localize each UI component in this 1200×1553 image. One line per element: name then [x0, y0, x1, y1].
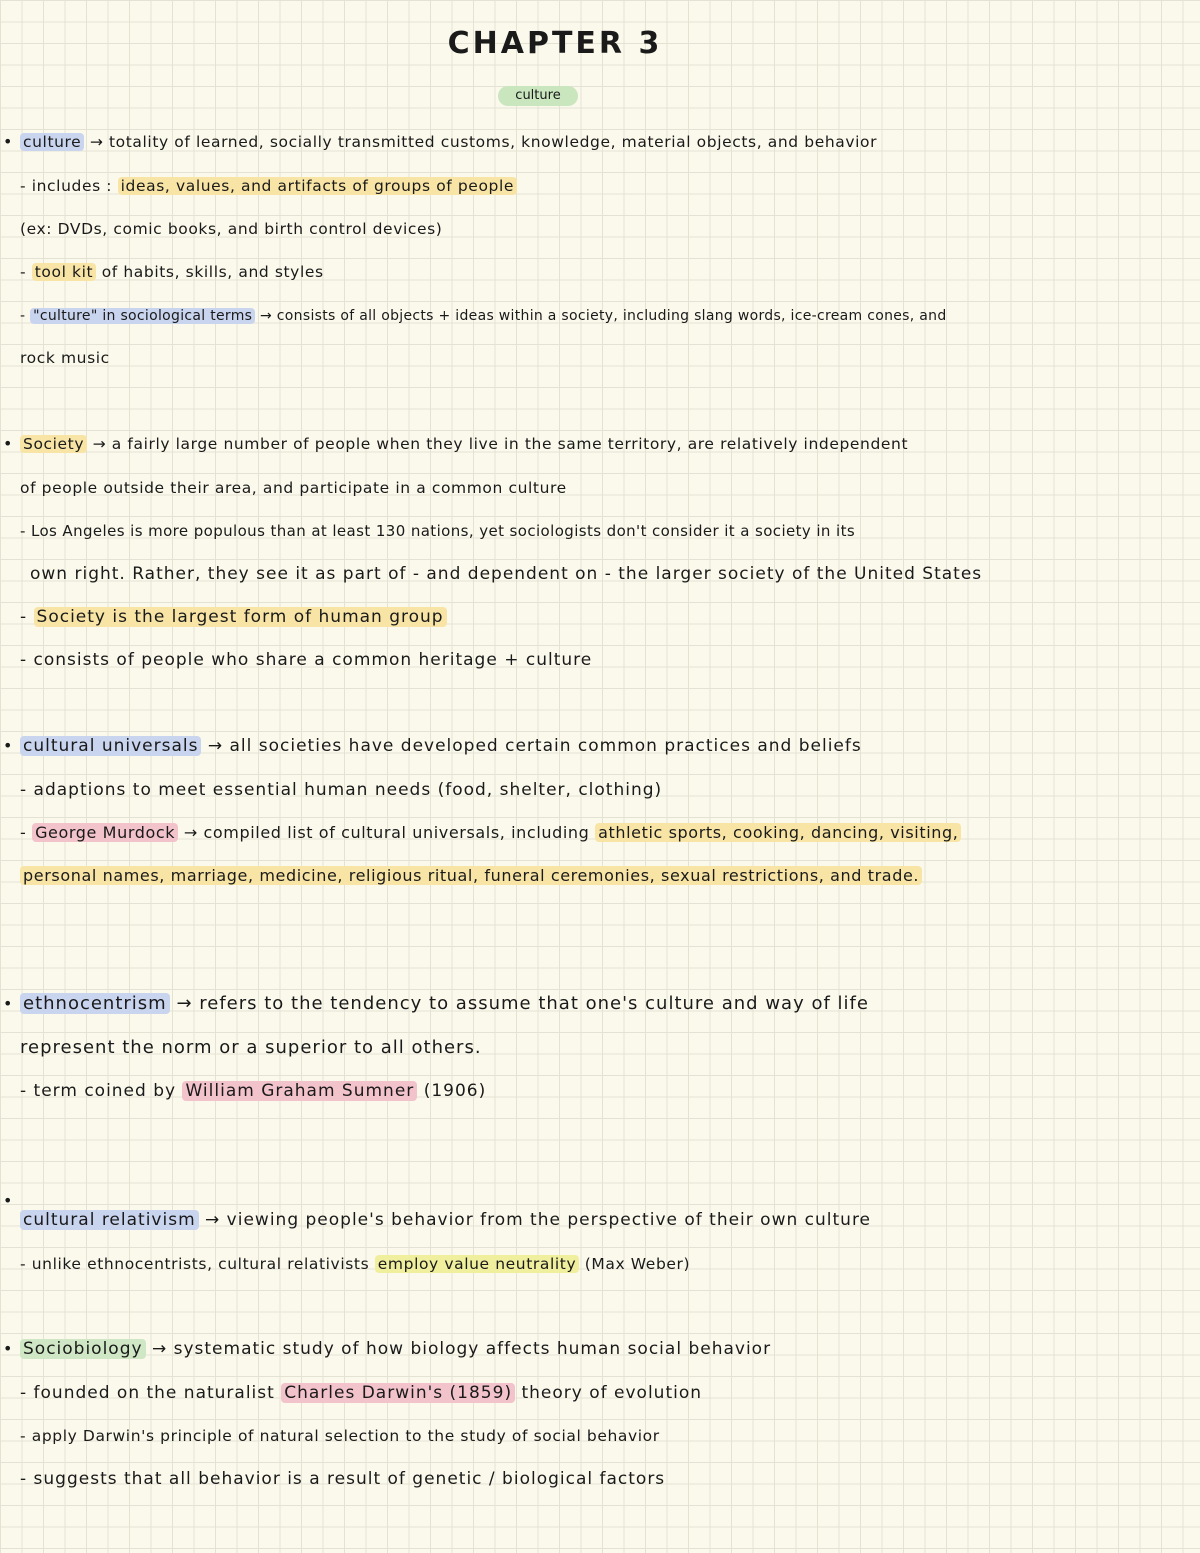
culture-def-text: → totality of learned, socially transmitted customs, knowledge, material objects, and behavior — [89, 133, 878, 151]
ethnocentrism-def-text: → refers to the tendency to assume that one's culture and way of life — [176, 993, 869, 1014]
founded-text: - founded on the naturalist — [20, 1383, 275, 1403]
george-murdock-line — [20, 822, 961, 844]
universals-list-highlight: athletic sports, cooking, dancing, visiting, — [595, 823, 961, 842]
los-angeles-line: - Los Angeles is more populous than at least 130 nations, yet sociologists don't consider it a society in its — [20, 522, 856, 540]
universals-list-cont-highlight: personal names, marriage, medicine, religious ritual, funeral ceremonies, sexual restrictions, and trade. — [20, 866, 922, 885]
sociobiology-definition — [20, 1338, 771, 1360]
tool-kit-line — [20, 261, 324, 283]
george-murdock-highlight: George Murdock — [32, 823, 178, 842]
consists-line: - consists of people who share a common heritage + culture — [20, 650, 593, 670]
society-definition-cont: of people outside their area, and participate in a common culture — [20, 479, 567, 497]
society-def-text: → a fairly large number of people when they live in the same territory, are relatively independent — [92, 435, 909, 453]
includes-label: - includes : — [20, 177, 113, 195]
term-coined-text: - term coined by — [20, 1081, 177, 1101]
sociological-terms-cont: rock music — [20, 349, 110, 367]
cultural-relativism-definition — [20, 1209, 871, 1231]
dash: - — [20, 263, 27, 281]
term-ethnocentrism: ethnocentrism — [20, 993, 170, 1014]
sociological-terms-line — [20, 305, 947, 327]
george-murdock-text: → compiled list of cultural universals, including — [183, 823, 590, 842]
suggests-line: - suggests that all behavior is a result of genetic / biological factors — [20, 1469, 666, 1489]
value-neutrality-highlight: employ value neutrality — [375, 1255, 579, 1273]
term-society: Society — [20, 435, 87, 453]
bullet: • — [3, 434, 13, 453]
dash: - — [20, 308, 26, 324]
max-weber: (Max Weber) — [584, 1255, 691, 1273]
dash: - — [20, 823, 27, 842]
largest-group-line — [20, 606, 447, 628]
term-cultural-universals: cultural universals — [20, 736, 201, 756]
bullet: • — [3, 1339, 13, 1358]
largest-group-highlight: Society is the largest form of human group — [34, 607, 447, 627]
unlike-line — [20, 1253, 690, 1275]
sumner-highlight: William Graham Sumner — [182, 1081, 417, 1101]
sociological-terms-text: → consists of all objects + ideas within a society, including slang words, ice-cream cones, and — [260, 308, 947, 324]
society-definition — [20, 433, 908, 455]
ethnocentrism-cont: represent the norm or a superior to all others. — [20, 1037, 482, 1058]
tool-kit-text: of habits, skills, and styles — [101, 263, 324, 281]
sumner-year: (1906) — [423, 1081, 487, 1101]
term-cultural-relativism: cultural relativism — [20, 1210, 199, 1230]
culture-includes — [20, 175, 517, 197]
cultural-universals-definition — [20, 735, 862, 757]
subtitle-badge: culture — [498, 86, 578, 106]
ethnocentrism-definition — [20, 993, 869, 1015]
dash: - — [20, 607, 28, 627]
darwin-highlight: Charles Darwin's (1859) — [281, 1383, 515, 1403]
founded-line — [20, 1382, 702, 1404]
culture-definition — [20, 131, 877, 153]
cultural-relativism-def-text: → viewing people's behavior from the perspective of their own culture — [205, 1210, 872, 1230]
culture-example: (ex: DVDs, comic books, and birth control devices) — [20, 220, 443, 238]
los-angeles-cont: own right. Rather, they see it as part of - and dependent on - the larger society of the United States — [30, 564, 983, 584]
theory-text: theory of evolution — [521, 1383, 703, 1403]
term-sociobiology: Sociobiology — [20, 1339, 146, 1359]
term-coined-line — [20, 1080, 486, 1102]
sociological-terms-highlight: "culture" in sociological terms — [30, 308, 255, 324]
term-culture: culture — [20, 133, 84, 151]
universals-list-cont — [20, 865, 922, 887]
includes-highlight: ideas, values, and artifacts of groups of people — [118, 177, 517, 195]
cultural-universals-def-text: → all societies have developed certain common practices and beliefs — [207, 736, 862, 756]
tool-kit-highlight: tool kit — [32, 263, 96, 281]
bullet: • — [3, 736, 13, 755]
sociobiology-def-text: → systematic study of how biology affects human social behavior — [151, 1339, 772, 1359]
apply-line: - apply Darwin's principle of natural selection to the study of social behavior — [20, 1427, 660, 1445]
bullet: • — [3, 1191, 13, 1210]
bullet: • — [3, 132, 13, 151]
page-title: CHAPTER 3 — [447, 26, 663, 61]
unlike-text: - unlike ethnocentrists, cultural relativists — [20, 1255, 370, 1273]
adaptions-line: - adaptions to meet essential human needs (food, shelter, clothing) — [20, 780, 663, 800]
bullet: • — [3, 994, 13, 1013]
